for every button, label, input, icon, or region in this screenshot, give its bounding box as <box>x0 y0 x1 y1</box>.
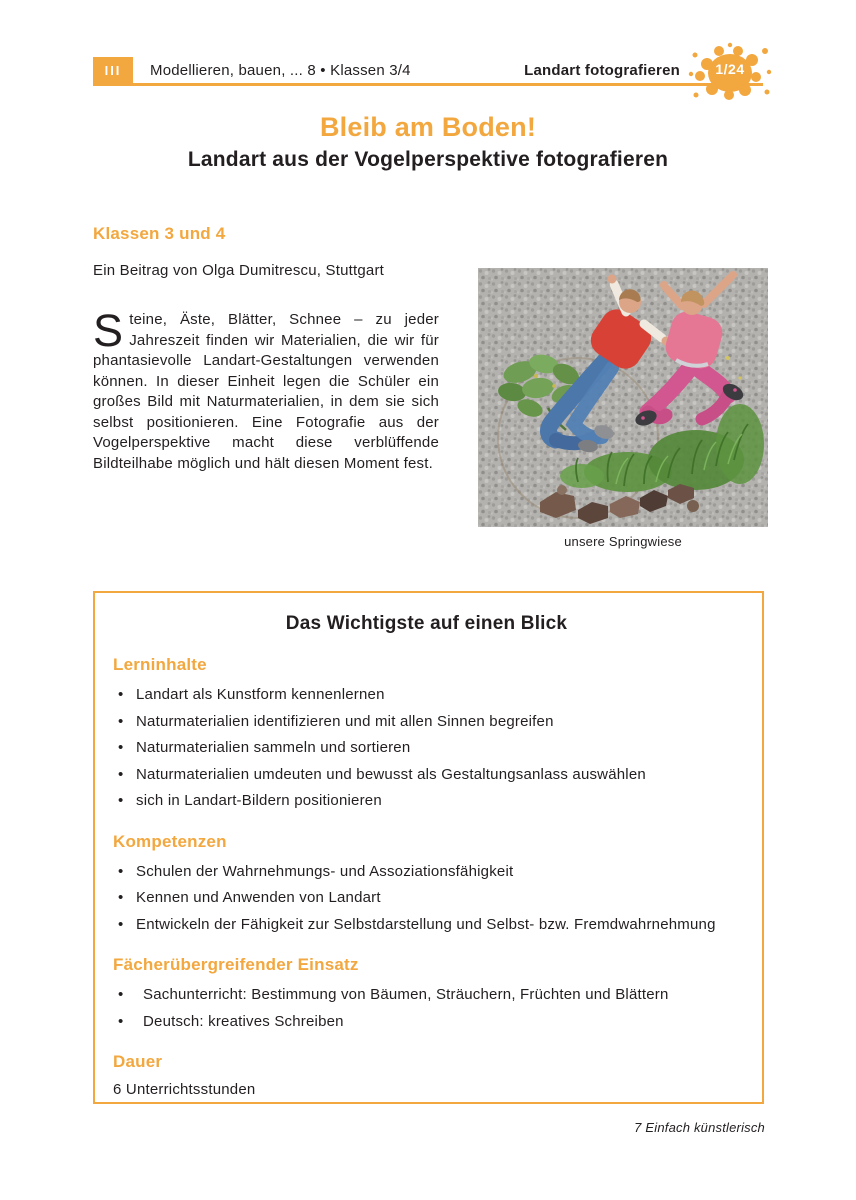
landart-photo <box>478 268 768 527</box>
list-item: • sich in Landart-Bildern positionieren <box>113 788 740 815</box>
unit-badge: III <box>93 57 133 84</box>
overview-box <box>93 591 764 1104</box>
list-item: • Landart als Kunstform kennenlernen <box>113 682 740 709</box>
landart-photo-illustration <box>478 268 768 527</box>
page-ref: 1/24 <box>715 61 745 77</box>
page-title: Bleib am Boden! <box>319 112 537 142</box>
author-line: Ein Beitrag von Olga Dumitrescu, Stuttgart <box>93 262 385 279</box>
photo-caption: unsere Springwiese <box>564 534 682 549</box>
paint-splat-badge <box>688 42 772 104</box>
section-dauer <box>113 1052 740 1101</box>
einsatz-list <box>113 982 740 1035</box>
list-item: • Schulen der Wahrnehmungs- und Assoziationsfähigkeit <box>113 859 740 886</box>
dauer-text: 6 Unterrichtsstunden <box>113 1081 256 1098</box>
list-item: • Entwickeln der Fähigkeit zur Selbstdarstellung und Selbst- bzw. Fremdwahrnehmung <box>113 912 740 939</box>
header-rule <box>93 83 763 86</box>
intro-paragraph <box>93 305 439 474</box>
list-item: • Kennen und Anwenden von Landart <box>113 885 740 912</box>
section-kompetenzen <box>113 832 740 939</box>
list-item: • Naturmaterialien sammeln und sortieren <box>113 735 740 762</box>
section-heading: Lerninhalte <box>113 655 207 674</box>
list-item: • Naturmaterialien identifizieren und mit allen Sinnen begreifen <box>113 709 740 736</box>
header-topic: Landart fotografieren <box>524 62 680 79</box>
kompetenzen-list <box>113 859 740 939</box>
intro-text: teine, Äste, Blätter, Schnee – zu jeder Jahreszeit finden wir Materialien, die wir für phantasievolle Landart-Gestaltungen verwenden können. In dieser Einheit legen die Schüler ein großes Bild mit Naturmaterialien, in dem sie sich selbst positionieren. Eine Fotografie aus der Vogelperspektive macht diese verblüffende Bildteilhabe möglich und hält diesen Moment fest. <box>93 311 439 472</box>
section-heading: Fächerübergreifender Einsatz <box>113 955 359 974</box>
header-series: Modellieren, bauen, ... 8 • Klassen 3/4 <box>150 62 411 79</box>
section-heading: Dauer <box>113 1052 163 1071</box>
list-item: • Deutsch: kreatives Schreiben <box>113 1009 740 1036</box>
grade-line: Klassen 3 und 4 <box>93 224 226 243</box>
page-subtitle: Landart aus der Vogelperspektive fotografieren <box>187 148 669 171</box>
page-footer: 7 Einfach künstlerisch <box>634 1120 765 1135</box>
lerninhalte-list <box>113 682 740 815</box>
dropcap: S <box>93 305 124 356</box>
list-item: • Sachunterricht: Bestimmung von Bäumen, Sträuchern, Früchten und Blättern <box>113 982 740 1009</box>
section-faecheruebergreifend <box>113 955 740 1035</box>
section-lerninhalte <box>113 655 740 815</box>
list-item: • Naturmaterialien umdeuten und bewusst als Gestaltungsanlass auswählen <box>113 762 740 789</box>
overview-box-title: Das Wichtigste auf einen Blick <box>285 613 568 634</box>
section-heading: Kompetenzen <box>113 831 227 851</box>
